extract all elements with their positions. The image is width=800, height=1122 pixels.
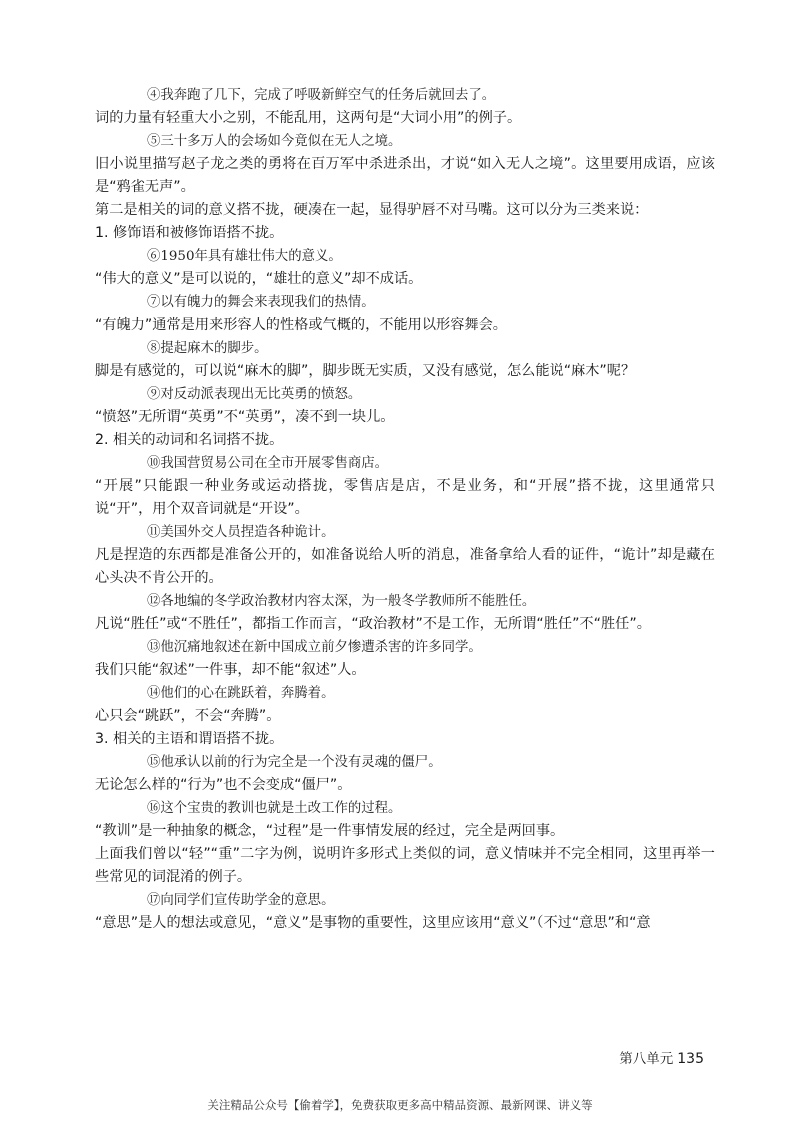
example-sentence: ⑤三十多万人的会场如今竟似在无人之境。 (147, 134, 402, 149)
paragraph: 我们只能“叙述”一件事，却不能“叙述”人。 (95, 662, 366, 678)
example-sentence: ⑭他们的心在跳跃着，奔腾着。 (147, 686, 335, 701)
example-sentence: ⑩我国营贸易公司在全市开展零售商店。 (147, 456, 389, 471)
paragraph: “意思”是人的想法或意见，“意义”是事物的重要性，这里应该用“意义”（不过“意思”和“意 (95, 915, 651, 931)
example-sentence: ⑦以有魄力的舞会来表现我们的热情。 (147, 295, 375, 310)
paragraph: 词的力量有轻重大小之别，不能乱用，这两句是“大词小用”的例子。 (95, 110, 522, 126)
paragraph: 凡是捏造的东西都是准备公开的，如准备说给人听的消息，准备拿给人看的证件，“诡计”却是藏在心头决不肯公开的。 (95, 547, 715, 586)
paragraph: 凡说“胜任”或“不胜任”，都指工作而言，“政治教材”不是工作，无所谓“胜任”不“胜任”。 (95, 616, 651, 632)
paragraph: 2. 相关的动词和名词搭不拢。 (95, 432, 284, 448)
example-sentence: ⑪美国外交人员捏造各种诡计。 (147, 525, 335, 540)
paragraph: 心只会“跳跃”，不会“奔腾”。 (95, 708, 281, 724)
body-text (95, 84, 715, 935)
paragraph: 3. 相关的主语和谓语搭不拢。 (95, 731, 284, 747)
paragraph: 1. 修饰语和被修饰语搭不拢。 (95, 225, 284, 241)
page-number: 135 (677, 1051, 704, 1067)
unit-label: 第八单元 (619, 1051, 674, 1067)
paragraph: 上面我们曾以“轻”“重”二字为例，说明许多形式上类似的词，意义情味并不完全相同，这里再举一些常见的词混淆的例子。 (95, 846, 715, 885)
example-sentence: ⑰向同学们宣传助学金的意思。 (147, 893, 335, 908)
paragraph: 无论怎么样的“行为”也不会变成“僵尸”。 (95, 777, 352, 793)
example-sentence: ⑬他沉痛地叙述在新中国成立前夕惨遭杀害的许多同学。 (147, 640, 482, 655)
paragraph: “教训”是一种抽象的概念，“过程”是一件事情发展的经过，完全是两回事。 (95, 823, 565, 839)
paragraph: 第二是相关的词的意义搭不拢，硬凑在一起，显得驴唇不对马嘴。这可以分为三类来说： (95, 202, 649, 218)
paragraph: “伟大的意义”是可以说的，“雄壮的意义”却不成话。 (95, 271, 423, 287)
example-sentence: ④我奔跑了几下，完成了呼吸新鲜空气的任务后就回去了。 (147, 88, 496, 103)
footer-notice: 关注精品公众号【偷着学】，免费获取更多高中精品资源、最新网课、讲义等 (207, 1098, 593, 1112)
example-sentence: ⑯这个宝贵的教训也就是土改工作的过程。 (147, 801, 402, 816)
paragraph: “开展”只能跟一种业务或运动搭拢，零售店是店，不是业务，和“开展”搭不拢，这里通常只说“开”，用个双音词就是“开设”。 (95, 478, 715, 517)
example-sentence: ⑨对反动派表现出无比英勇的愤怒。 (147, 387, 362, 402)
paragraph: “愤怒”无所谓“英勇”不“英勇”，凑不到一块儿。 (95, 409, 395, 425)
paragraph: “有魄力”通常是用来形容人的性格或气概的，不能用以形容舞会。 (95, 317, 507, 333)
paragraph: 脚是有感觉的，可以说“麻木的脚”，脚步既无实质，又没有感觉，怎么能说“麻木”呢？ (95, 363, 636, 379)
example-sentence: ⑫各地编的冬学政治教材内容太深，为一般冬学教师所不能胜任。 (147, 594, 536, 609)
paragraph: 旧小说里描写赵子龙之类的勇将在百万军中杀进杀出，才说“如入无人之境”。这里要用成语，应该是“鸦雀无声”。 (95, 156, 715, 195)
example-sentence: ⑮他承认以前的行为完全是一个没有灵魂的僵尸。 (147, 755, 442, 770)
example-sentence: ⑥1950年具有雄壮伟大的意义。 (147, 249, 342, 264)
page-footer (619, 1047, 704, 1067)
example-sentence: ⑧提起麻木的脚步。 (147, 341, 268, 356)
